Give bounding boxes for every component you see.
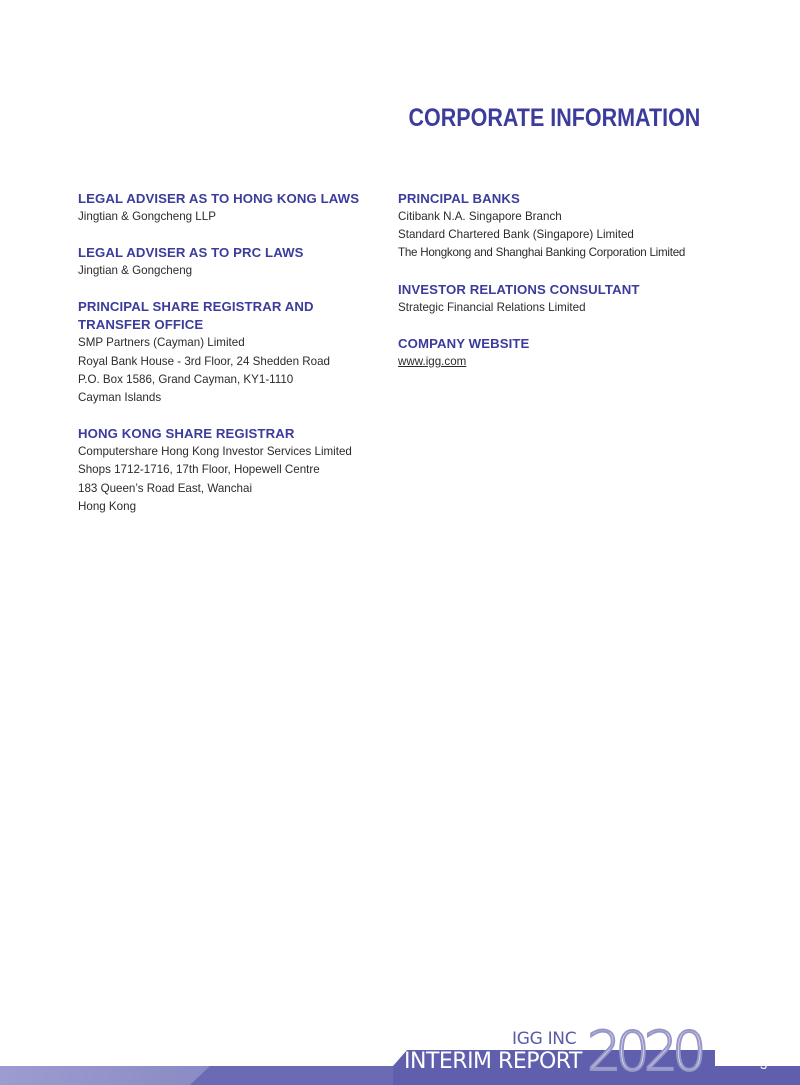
footer-band-light <box>0 1066 210 1085</box>
section-heading <box>78 298 378 334</box>
section-line: Shops 1712-1716, 17th Floor, Hopewell Centre <box>78 463 320 477</box>
page-title: CORPORATE INFORMATION <box>408 104 700 132</box>
footer-company-name: IGG INC <box>512 1029 577 1049</box>
section-heading: INVESTOR RELATIONS CONSULTANT <box>398 281 640 297</box>
section-line: The Hongkong and Shanghai Banking Corporation Limited <box>398 246 686 260</box>
section-investor-relations <box>398 281 718 317</box>
section-legal-adviser-hk <box>78 190 378 226</box>
section-line: Citibank N.A. Singapore Branch <box>398 210 562 223</box>
section-line: Jingtian & Gongcheng <box>78 264 193 278</box>
section-line: Standard Chartered Bank (Singapore) Limited <box>398 228 634 242</box>
section-heading: LEGAL ADVISER AS TO PRC LAWS <box>78 245 304 261</box>
section-line: Cayman Islands <box>78 391 162 405</box>
section-line: Hong Kong <box>78 499 137 513</box>
section-principal-banks <box>398 190 718 263</box>
section-line: Strategic Financial Relations Limited <box>398 300 586 314</box>
section-hk-share-registrar <box>78 425 378 516</box>
section-line: Jingtian & Gongcheng LLP <box>78 210 216 223</box>
section-line: P.O. Box 1586, Grand Cayman, KY1-1110 <box>78 372 294 386</box>
section-heading-line: PRINCIPAL SHARE REGISTRAR AND <box>78 299 314 315</box>
left-column <box>78 190 378 534</box>
section-heading: PRINCIPAL BANKS <box>398 191 520 206</box>
section-legal-adviser-prc <box>78 244 378 280</box>
section-line: Computershare Hong Kong Investor Services Limited <box>78 445 352 459</box>
footer-tab-cutout <box>715 1050 800 1066</box>
footer-banner <box>0 1020 800 1085</box>
company-website-link[interactable]: www.igg.com <box>398 354 467 368</box>
section-heading: LEGAL ADVISER AS TO HONG KONG LAWS <box>78 191 360 206</box>
footer-report-title: INTERIM REPORT <box>404 1049 582 1074</box>
section-line: Royal Bank House - 3rd Floor, 24 Shedden Road <box>78 354 330 368</box>
section-line: SMP Partners (Cayman) Limited <box>78 336 245 350</box>
section-principal-share-registrar <box>78 298 378 407</box>
section-heading: HONG KONG SHARE REGISTRAR <box>78 426 295 442</box>
footer-year-logo: 2020 <box>587 1020 701 1083</box>
section-company-website <box>398 335 718 371</box>
right-column <box>398 190 718 389</box>
section-line: 183 Queen’s Road East, Wanchai <box>78 481 253 495</box>
section-heading: COMPANY WEBSITE <box>398 335 530 351</box>
page-number: 3 <box>760 1057 768 1072</box>
section-heading-line: TRANSFER OFFICE <box>78 317 204 333</box>
